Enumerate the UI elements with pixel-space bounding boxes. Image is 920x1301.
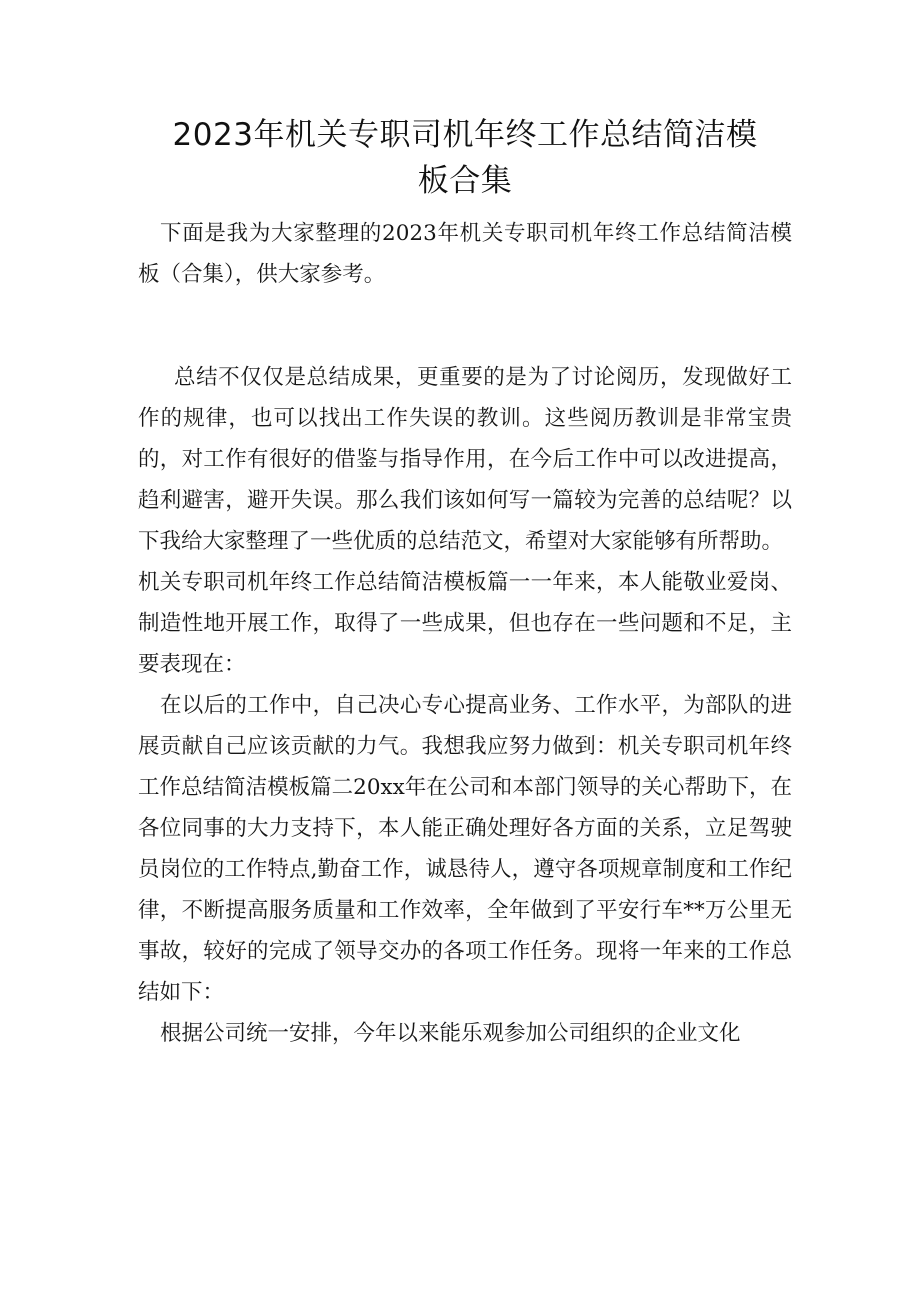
closing-paragraph: 根据公司统一安排，今年以来能乐观参加公司组织的企业文化 [160, 1021, 741, 1046]
summary-paragraph: 总结不仅仅是总结成果，更重要的是为了讨论阅历，发现做好工作的规律，也可以找出工作失误的教训。这些阅历教训是非常宝贵的，对工作有很好的借鉴与指导作用，在今后工作中可以改进提高，趋利避害，避开失误。那么我们该如何写一篇较为完善的总结呢？以下我给大家整理了一些优质的总结范文，希望对大家能够有所帮助。 [138, 365, 792, 554]
intro-paragraph: 下面是我为大家整理的2023年机关专职司机年终工作总结简洁模板（合集），供大家参考。 [138, 221, 792, 287]
document-title [140, 112, 790, 204]
title-line-1: 2023年机关专职司机年终工作总结简洁模 [172, 117, 758, 153]
document-body [138, 213, 792, 1054]
template-two-paragraph: 在以后的工作中，自己决心专心提高业务、工作水平，为部队的进展贡献自己应该贡献的力气。我想我应努力做到：机关专职司机年终工作总结简洁模板篇二20xx年在公司和本部门领导的关心帮助下，在各位同事的大力支持下，本人能正确处理好各方面的关系，立足驾驶员岗位的工作特点,勤奋工作，诚恳待人，遵守各项规章制度和工作纪律，不断提高服务质量和工作效率，全年做到了平安行车**万公里无事故，较好的完成了领导交办的各项工作任务。现将一年来的工作总结如下： [138, 693, 792, 1005]
paragraph-gap [138, 295, 792, 357]
title-line-2: 板合集 [417, 163, 513, 199]
template-one-paragraph: 机关专职司机年终工作总结简洁模板篇一一年来，本人能敬业爱岗、制造性地开展工作，取得了一些成果，但也存在一些问题和不足，主要表现在： [138, 570, 792, 677]
